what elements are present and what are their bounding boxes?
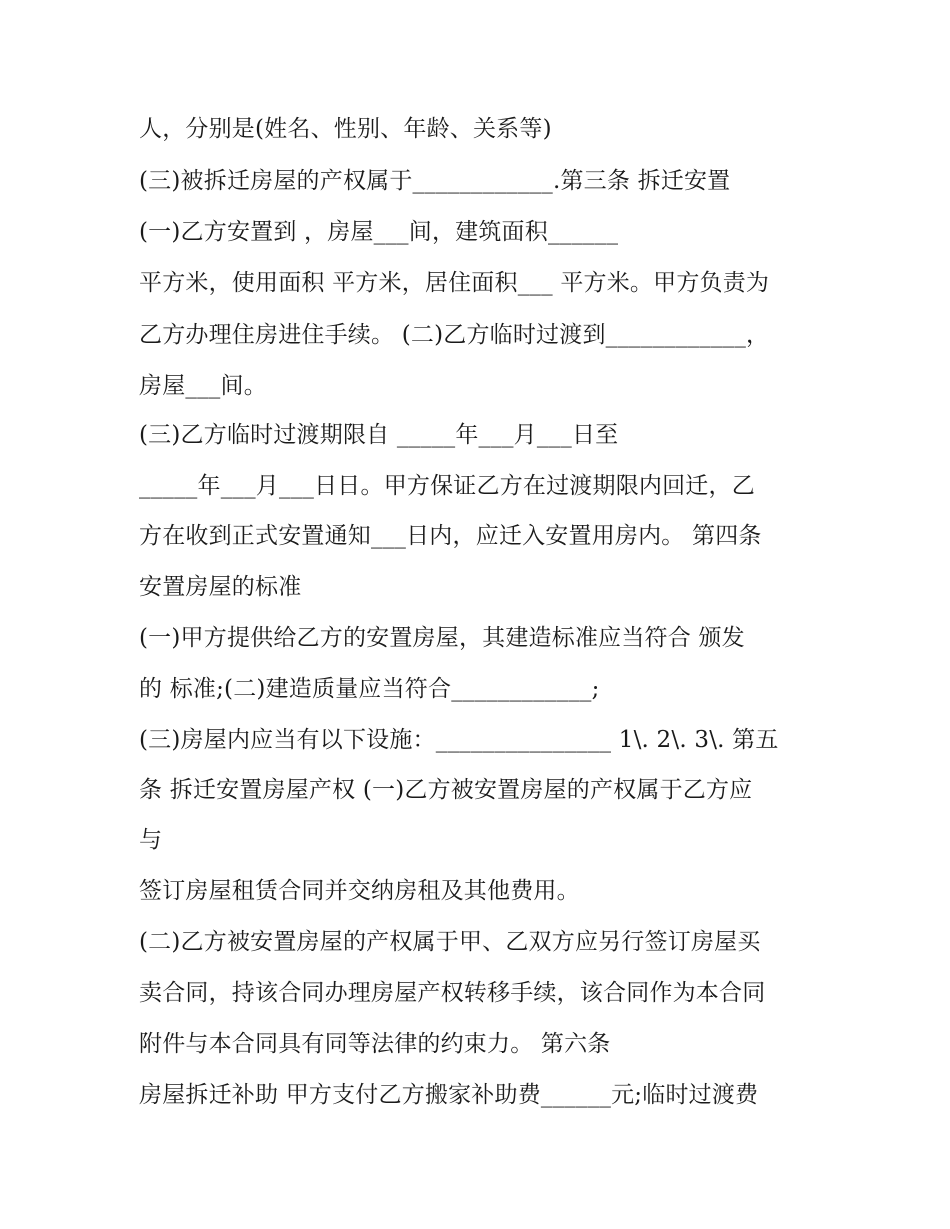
text-line: 安置房屋的标准 (139, 574, 302, 600)
text-line: 人，分别是(姓名、性别、年龄、关系等) (139, 116, 552, 142)
text-line: 条 拆迁安置房屋产权 (一)乙方被安置房屋的产权属于乙方应 (139, 777, 753, 803)
text-line: 签订房屋租赁合同并交纳房租及其他费用。 (139, 878, 580, 904)
text-line: 乙方办理住房进住手续。 (二)乙方临时过渡到____________， (139, 322, 770, 348)
text-line: 房屋___间。 (139, 373, 267, 399)
text-line: (三)房屋内应当有以下设施：_______________ 1\. 2\. 3\. 第五 (139, 727, 779, 753)
text-line: (一)乙方安置到 ，房屋___间，建筑面积______ (139, 219, 619, 245)
text-line: (一)甲方提供给乙方的安置房屋，其建造标准应当符合 颁发 (139, 625, 745, 651)
text-line: 房屋拆迁补助 甲方支付乙方搬家补助费______元;临时过渡费 (139, 1082, 759, 1108)
text-line: 的 标准;(二)建造质量应当符合____________; (139, 676, 600, 702)
text-line: 附件与本合同具有同等法律的约束力。 第六条 (139, 1031, 611, 1057)
text-line: (二)乙方被安置房屋的产权属于甲、乙双方应另行签订房屋买 (139, 929, 761, 955)
text-line: (三)被拆迁房屋的产权属于____________.第三条 拆迁安置 (139, 168, 731, 194)
text-line: (三)乙方临时过渡期限自 _____年___月___日至 (139, 422, 619, 448)
text-line: 平方米，使用面积 平方米，居住面积___ 平方米。甲方负责为 (139, 270, 770, 296)
text-line: 方在收到正式安置通知___日内，应迁入安置用房内。 第四条 (139, 523, 762, 549)
text-line: 卖合同，持该合同办理房屋产权转移手续，该合同作为本合同 (139, 980, 766, 1006)
text-line: _____年___月___日日。甲方保证乙方在过渡期限内回迁，乙 (139, 473, 755, 499)
text-line: 与 (139, 827, 163, 853)
